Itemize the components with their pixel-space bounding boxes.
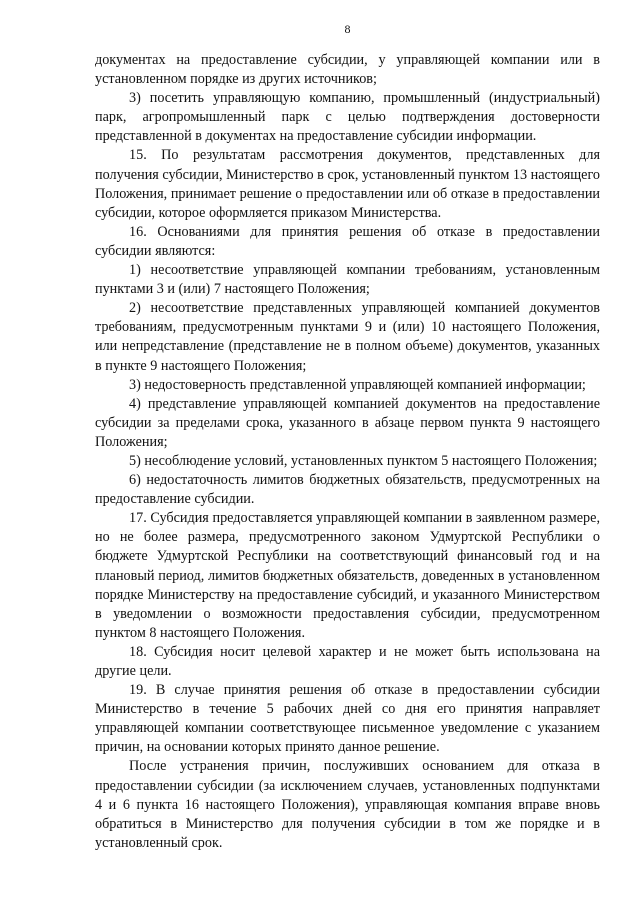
- paragraph: 3) недостоверность представленной управляющей компанией информации;: [129, 376, 586, 393]
- paragraph: 1) несоответствие управляющей компании требованиям, установленным пунктами 3 и (или) 7 настоящего Положения;: [95, 262, 600, 298]
- page-number: 8: [344, 22, 351, 36]
- paragraph: 17. Субсидия предоставляется управляющей компании в заявленном размере, но не более размера, предусмотренного законом Удмуртской Республики о бюджете Удмуртской Республики на соответствующий финансовый год и на плановый период, лимитов бюджетных обязательств, доведенных в установленном порядке Министерству на предоставление субсидий, и указанного Министерством в уведомлении о возможности предоставления субсидии, предусмотренном пунктом 8 настоящего Положения.: [95, 510, 600, 641]
- paragraph: После устранения причин, послуживших основанием для отказа в предоставлении субсидии (за исключением случаев, установленных подпунктами 4 и 6 пункта 16 настоящего Положения), управляющая компания вправе вновь обратиться в Министерство для получения субсидии в том же порядке и в установленный срок.: [95, 758, 600, 851]
- paragraph: 2) несоответствие представленных управляющей компанией документов требованиям, предусмотренным пунктами 9 и (или) 10 настоящего Положения, или непредставление (представление не в полном объеме) документов, указанных в пункте 9 настоящего Положения;: [95, 300, 600, 374]
- paragraph: 3) посетить управляющую компанию, промышленный (индустриальный) парк, агропромышленный парк с целью подтверждения достоверности представленной в документах на предоставление субсидии информации.: [95, 90, 600, 145]
- paragraph: документах на предоставление субсидии, у управляющей компании или в установленном порядке из других источников;: [95, 52, 600, 88]
- paragraph: 15. По результатам рассмотрения документов, представленных для получения субсидии, Министерство в срок, установленный пунктом 13 настоящего Положения, принимает решение о предоставлении или об отказе в предоставлении субсидии, которое оформляется приказом Министерства.: [95, 147, 600, 221]
- document-body: [95, 51, 600, 853]
- paragraph: 19. В случае принятия решения об отказе в предоставлении субсидии Министерство в течение 5 рабочих дней со дня его принятия направляет управляющей компании соответствующее письменное уведомление с указанием причин, на основании которых принято данное решение.: [95, 682, 600, 756]
- document-page: [95, 22, 600, 853]
- paragraph: 6) недостаточность лимитов бюджетных обязательств, предусмотренных на предоставление субсидии.: [95, 472, 600, 508]
- paragraph: 16. Основаниями для принятия решения об отказе в предоставлении субсидии являются:: [95, 223, 600, 259]
- paragraph: 18. Субсидия носит целевой характер и не может быть использована на другие цели.: [95, 643, 600, 679]
- paragraph: 4) представление управляющей компанией документов на предоставление субсидии за пределами срока, указанного в абзаце первом пункта 9 настоящего Положения;: [95, 395, 600, 450]
- paragraph: 5) несоблюдение условий, установленных пунктом 5 настоящего Положения;: [129, 452, 598, 469]
